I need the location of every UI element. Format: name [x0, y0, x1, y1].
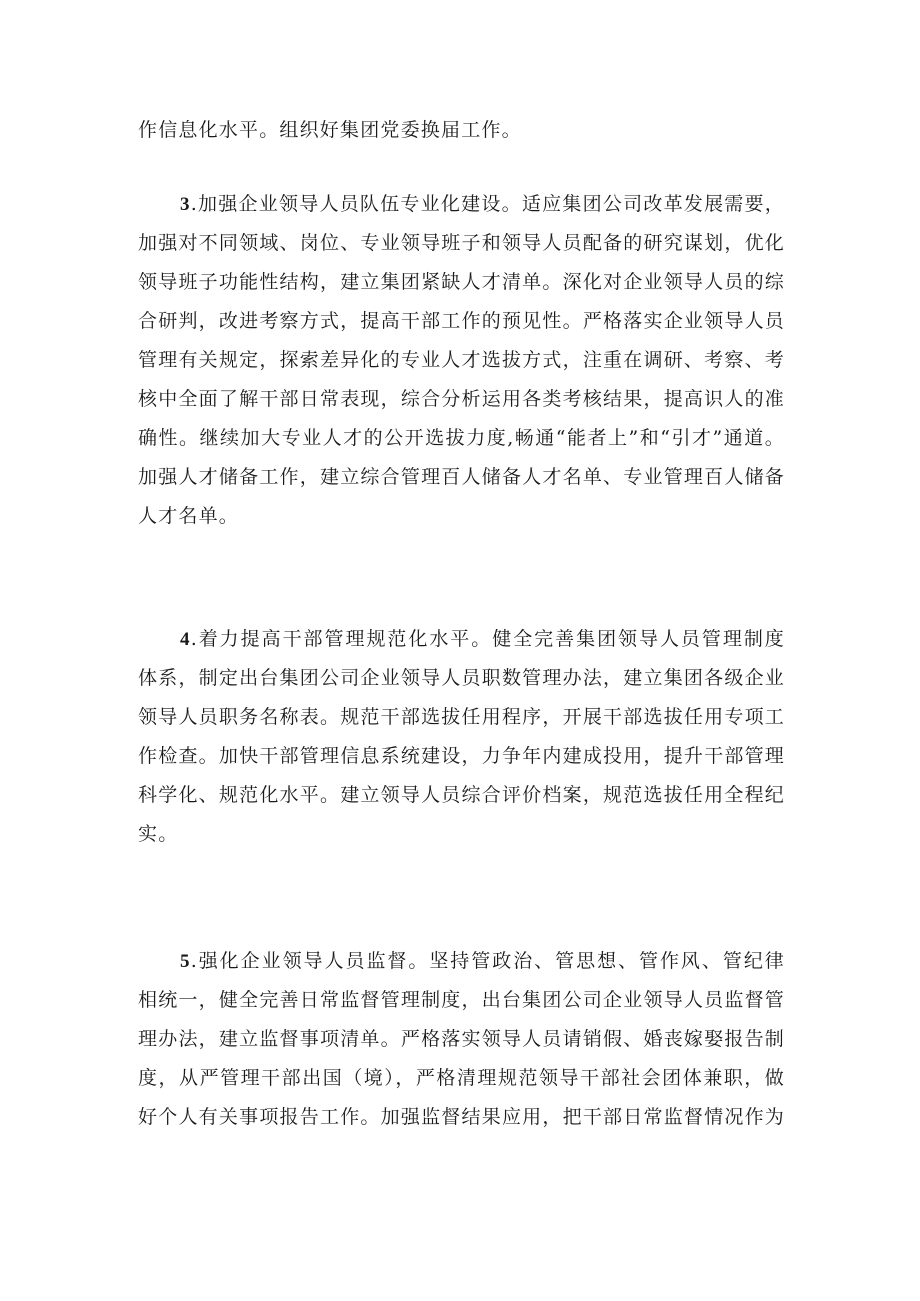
paragraph-line: 领导班子功能性结构，建立集团紧缺人才清单。深化对企业领导人员的综 — [138, 271, 785, 293]
paragraph-line: 体系，制定出台集团公司企业领导人员职数管理办法，建立集团各级企业 — [138, 667, 785, 689]
paragraph-line: 科学化、规范化水平。建立领导人员综合评价档案，规范选拔任用全程纪 — [138, 784, 785, 806]
paragraph-first-line — [138, 942, 785, 981]
paragraph-line: 核中全面了解干部日常表现，综合分析运用各类考核结果，提高识人的准 — [138, 388, 785, 410]
paragraph-line: 度，从严管理干部出国（境），严格清理规范领导干部社会团体兼职，做 — [138, 1067, 785, 1089]
paragraph-line: .加强企业领导人员队伍专业化建设。适应集团公司改革发展需要， — [190, 193, 785, 215]
paragraph-line: 好个人有关事项报告工作。加强监督结果应用，把干部日常监督情况作为 — [138, 1106, 785, 1128]
paragraph-line: 管理有关规定，探索差异化的专业人才选拔方式，注重在调研、考察、考 — [138, 349, 785, 371]
paragraph-line: 人才名单。 — [138, 505, 240, 527]
paragraph-number: 5 — [180, 951, 191, 972]
paragraph-line: 理办法，建立监督事项清单。严格落实领导人员请销假、婚丧嫁娶报告制 — [138, 1028, 785, 1050]
paragraph-3 — [138, 185, 785, 536]
paragraph-number: 3 — [180, 194, 191, 215]
paragraph-line: 作检查。加快干部管理信息系统建设，力争年内建成投用，提升干部管理 — [138, 745, 785, 767]
paragraph-line: 加强对不同领域、岗位、专业领导班子和领导人员配备的研究谋划，优化 — [138, 232, 785, 254]
paragraph-line: .强化企业领导人员监督。坚持管政治、管思想、管作风、管纪律 — [190, 950, 785, 972]
paragraph-line: 相统一，健全完善日常监督管理制度，出台集团公司企业领导人员监督管 — [138, 989, 785, 1011]
paragraph-line: 合研判，改进考察方式，提高干部工作的预见性。严格落实企业领导人员 — [138, 310, 785, 332]
paragraph-line: 确性。继续加大专业人才的公开选拔力度,畅通“能者上”和“引才”通道。 — [138, 427, 785, 449]
paragraph-line: 领导人员职务名称表。规范干部选拔任用程序，开展干部选拔任用专项工 — [138, 706, 785, 728]
paragraph-first-line — [138, 185, 785, 224]
paragraph-5 — [138, 942, 785, 1137]
paragraph-line: 实。 — [138, 823, 179, 845]
paragraph-first-line — [138, 620, 785, 659]
paragraph-4 — [138, 620, 785, 854]
paragraph-number: 4 — [180, 629, 191, 650]
continuation-paragraph — [138, 111, 785, 150]
paragraph-line: .着力提高干部管理规范化水平。健全完善集团领导人员管理制度 — [190, 628, 785, 650]
paragraph-line: 加强人才储备工作，建立综合管理百人储备人才名单、专业管理百人储备 — [138, 466, 785, 488]
paragraph-line: 作信息化水平。组织好集团党委换届工作。 — [138, 119, 522, 141]
